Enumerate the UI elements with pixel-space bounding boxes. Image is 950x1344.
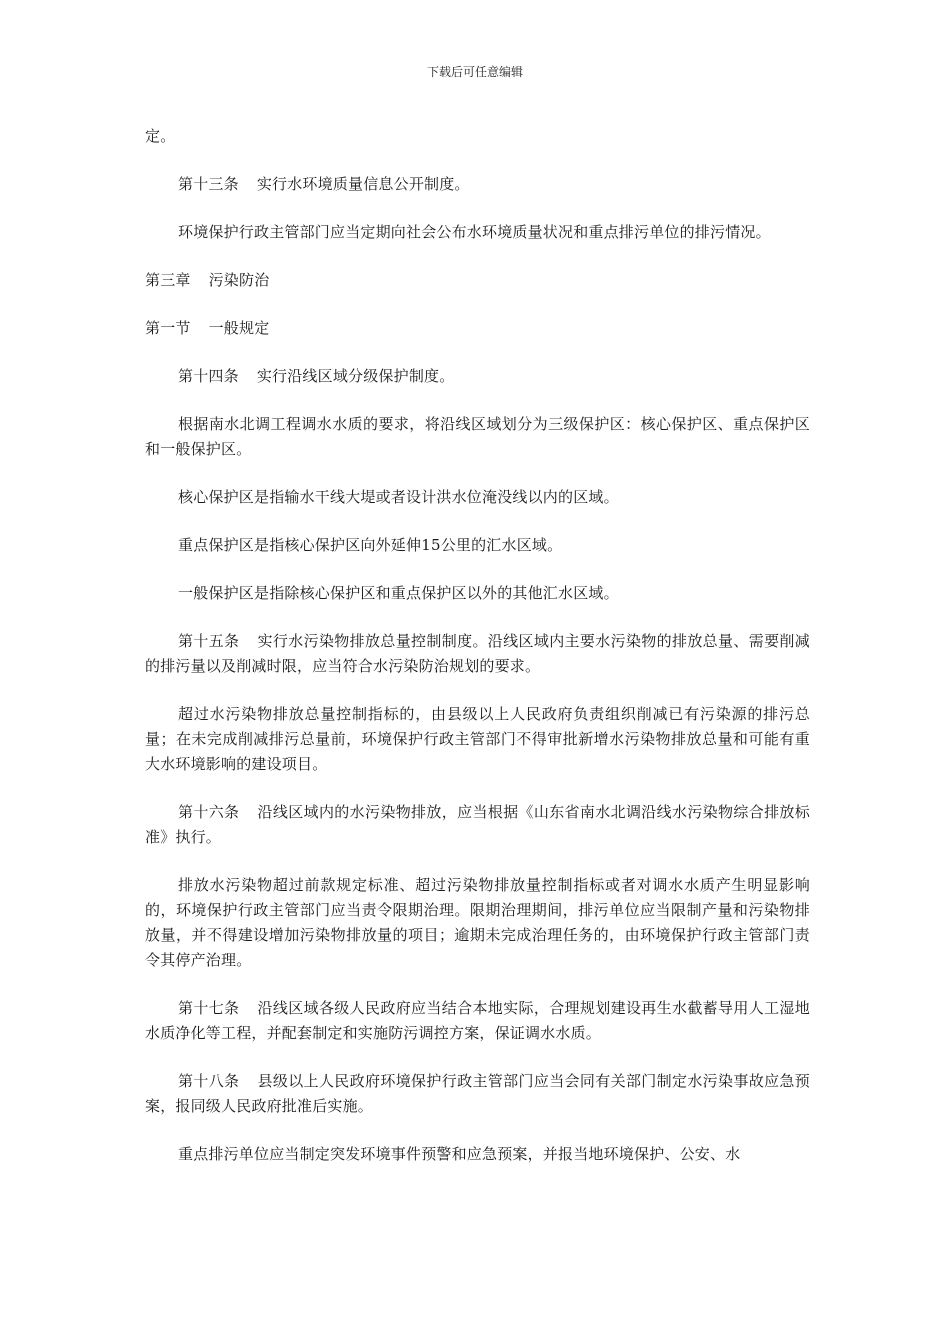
paragraph-text: 环境保护行政主管部门应当定期向社会公布水环境质量状况和重点排污单位的排污情况。 bbox=[178, 223, 771, 241]
paragraph-text: 实行水污染物排放总量控制制度。沿线区域内主要水污染物的排放总量、需要削减的排污量以及削减时限，应当符合水污染防治规划的要求。 bbox=[145, 632, 810, 675]
article-17 bbox=[145, 996, 810, 1046]
article-15 bbox=[145, 629, 810, 679]
paragraph bbox=[145, 873, 810, 973]
article-number: 第十六条 bbox=[178, 803, 240, 821]
article-number: 第十三条 bbox=[178, 175, 239, 193]
paragraph bbox=[145, 702, 810, 777]
article-16 bbox=[145, 800, 810, 850]
paragraph bbox=[145, 485, 810, 510]
paragraph-text: 沿线区域各级人民政府应当结合本地实际，合理规划建设再生水截蓄导用人工湿地水质净化等工程，并配套制定和实施防污调控方案，保证调水水质。 bbox=[145, 999, 810, 1042]
section-heading bbox=[145, 316, 810, 341]
paragraph bbox=[145, 533, 810, 558]
article-number: 第十八条 bbox=[178, 1072, 240, 1090]
paragraph-continuation bbox=[145, 124, 810, 149]
document-body bbox=[145, 124, 810, 1190]
section-number: 第一节 bbox=[145, 319, 191, 337]
chapter-title: 污染防治 bbox=[208, 271, 270, 289]
paragraph-text: 根据南水北调工程调水水质的要求，将沿线区域划分为三级保护区：核心保护区、重点保护区和一般保护区。 bbox=[145, 415, 810, 458]
paragraph-text: 超过水污染物排放总量控制指标的，由县级以上人民政府负责组织削减已有污染源的排污总量；在未完成削减排污总量前，环境保护行政主管部门不得审批新增水污染物排放总量和可能有重大水环境影响的建设项目。 bbox=[145, 705, 810, 773]
paragraph-text: 沿线区域内的水污染物排放，应当根据《山东省南水北调沿线水污染物综合排放标准》执行。 bbox=[145, 803, 810, 846]
article-13 bbox=[145, 172, 810, 197]
paragraph-text: 排放水污染物超过前款规定标准、超过污染物排放量控制指标或者对调水水质产生明显影响的，环境保护行政主管部门应当责令限期治理。限期治理期间，排污单位应当限制产量和污染物排放量，并不得建设增加污染物排放量的项目；逾期未完成治理任务的，由环境保护行政主管部门责令其停产治理。 bbox=[145, 876, 810, 969]
section-title: 一般规定 bbox=[208, 319, 270, 337]
paragraph-text: 一般保护区是指除核心保护区和重点保护区以外的其他汇水区域。 bbox=[178, 584, 619, 602]
paragraph bbox=[145, 220, 810, 245]
paragraph-text: 实行水环境质量信息公开制度。 bbox=[256, 175, 470, 193]
paragraph bbox=[145, 581, 810, 606]
article-number: 第十七条 bbox=[178, 999, 240, 1017]
article-number: 第十四条 bbox=[178, 367, 239, 385]
article-18 bbox=[145, 1069, 810, 1119]
paragraph-text: 核心保护区是指输水干线大堤或者设计洪水位淹没线以内的区域。 bbox=[178, 488, 619, 506]
paragraph bbox=[145, 412, 810, 462]
article-14 bbox=[145, 364, 810, 389]
chapter-number: 第三章 bbox=[145, 271, 191, 289]
paragraph-text: 重点排污单位应当制定突发环境事件预警和应急预案，并报当地环境保护、公安、水 bbox=[178, 1145, 741, 1163]
paragraph-text: 定。 bbox=[145, 127, 176, 145]
paragraph-text: 县级以上人民政府环境保护行政主管部门应当会同有关部门制定水污染事故应急预案，报同级人民政府批准后实施。 bbox=[145, 1072, 810, 1115]
page-header: 下载后可任意编辑 bbox=[426, 65, 523, 79]
chapter-heading bbox=[145, 268, 810, 293]
paragraph bbox=[145, 1142, 810, 1167]
paragraph-text: 实行沿线区域分级保护制度。 bbox=[256, 367, 455, 385]
paragraph-text: 重点保护区是指核心保护区向外延伸15公里的汇水区域。 bbox=[178, 536, 563, 554]
article-number: 第十五条 bbox=[178, 632, 240, 650]
